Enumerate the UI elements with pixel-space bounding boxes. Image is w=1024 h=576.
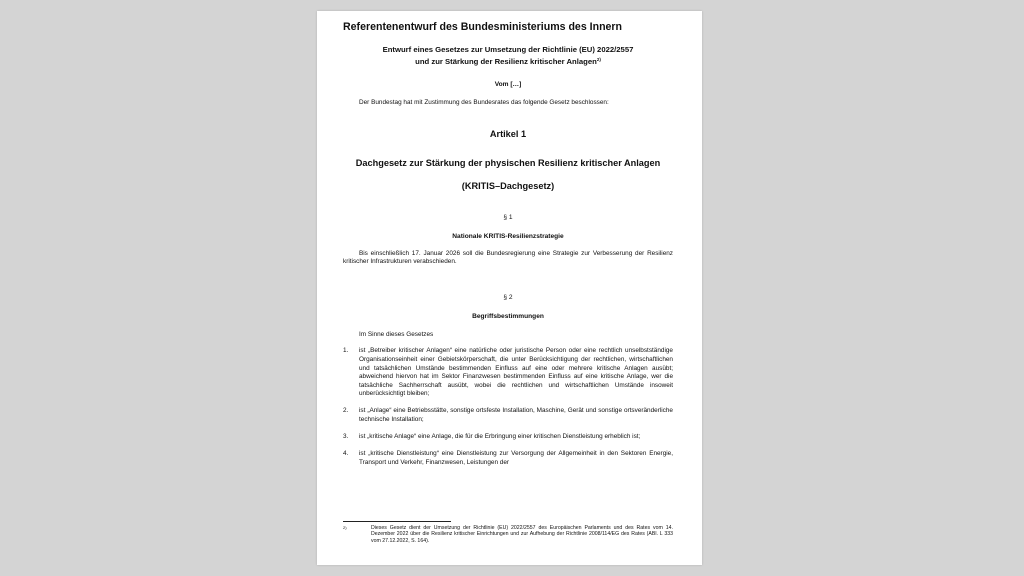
draft-title-line2-text: und zur Stärkung der Resilienz kritischer Anlagen <box>415 56 597 66</box>
list-item <box>343 407 673 424</box>
definitions-list <box>343 347 673 467</box>
footnote <box>343 525 673 544</box>
draft-title-line1: Entwurf eines Gesetzes zur Umsetzung der Richtlinie (EU) 2022/2557 <box>382 45 634 54</box>
enactment-clause: Der Bundestag hat mit Zustimmung des Bundesrates das folgende Gesetz beschlossen: <box>359 99 609 107</box>
list-item <box>343 347 673 399</box>
section-number: § 1 <box>503 213 513 221</box>
date-line: Vom […] <box>494 81 522 89</box>
footnote-divider <box>343 521 451 522</box>
section-body: Bis einschließlich 17. Januar 2026 soll die Bundesregierung eine Strategie zur Verbesserung der Resilienz kritischer Infrastrukturen verabschieden. <box>343 249 673 266</box>
page-content <box>343 21 673 476</box>
list-item-number: 3. <box>343 433 349 441</box>
ministry-heading: Referentenentwurf des Bundesministeriums des Innern <box>343 21 623 33</box>
footnote-text: Dieses Gesetz dient der Umsetzung der Richtlinie (EU) 2022/2557 des Europäischen Parlaments und des Rates vom 14. Dezember 2022 über die Resilienz kritischer Einrichtungen und zur Aufhebung der Richtlinie 2008/114/EG des Rates (ABl. L 333 vom 27.12.2022, S. 164). <box>371 525 673 544</box>
list-item-text: ist „Betreiber kritischer Anlagen“ eine natürliche oder juristische Person oder eine rechtlich unselbstständige Organisationseinheit einer Gebietskörperschaft, die unter Berücksichtigung der rechtlichen, wirtschaftlichen und tatsächlichen Umstände bestimmenden Einfluss auf eine oder mehrere kritische Anlagen ausübt; abweichend hiervon hat im Sektor Finanzwesen bestimmenden Einfluss auf eine kritische Anlage, wer die tatsächliche Sachherrschaft ausübt, wobei die rechtlichen und wirtschaftlichen Umstände insoweit unberücksichtigt bleiben; <box>359 347 673 398</box>
list-item-number: 2. <box>343 407 349 415</box>
footnote-reference: 2) <box>596 56 601 62</box>
section-number: § 2 <box>503 293 513 301</box>
list-item-text: ist „kritische Dienstleistung“ eine Dienstleistung zur Versorgung der Allgemeinheit in den Sektoren Energie, Transport und Verkehr, Finanzwesen, Leistungen der <box>359 450 673 466</box>
document-page <box>317 11 702 565</box>
list-item <box>343 433 673 442</box>
law-title: Dachgesetz zur Stärkung der physischen Resilienz kritischer Anlagen <box>355 157 661 168</box>
footnote-mark-text: 2) <box>343 525 347 530</box>
section-heading: Nationale KRITIS-Resilienzstrategie <box>452 232 564 240</box>
footnote-mark <box>343 525 371 544</box>
short-title: (KRITIS–Dachgesetz) <box>461 180 555 191</box>
list-item-text: ist „Anlage“ eine Betriebsstätte, sonstige ortsfeste Installation, Maschine, Gerät und sonstige ortsveränderliche technische Installation; <box>359 407 673 424</box>
list-item-number: 1. <box>343 347 349 355</box>
list-item-number: 4. <box>343 450 349 458</box>
list-item <box>343 450 673 467</box>
article-heading: Artikel 1 <box>489 128 527 139</box>
draft-title <box>343 45 673 66</box>
section-heading: Begriffsbestimmungen <box>472 312 544 320</box>
list-item-text: ist „kritische Anlage“ eine Anlage, die für die Erbringung einer kritischen Dienstleistung erheblich ist; <box>359 433 641 441</box>
definitions-lead: Im Sinne dieses Gesetzes <box>359 330 434 338</box>
draft-title-line2 <box>343 55 673 67</box>
